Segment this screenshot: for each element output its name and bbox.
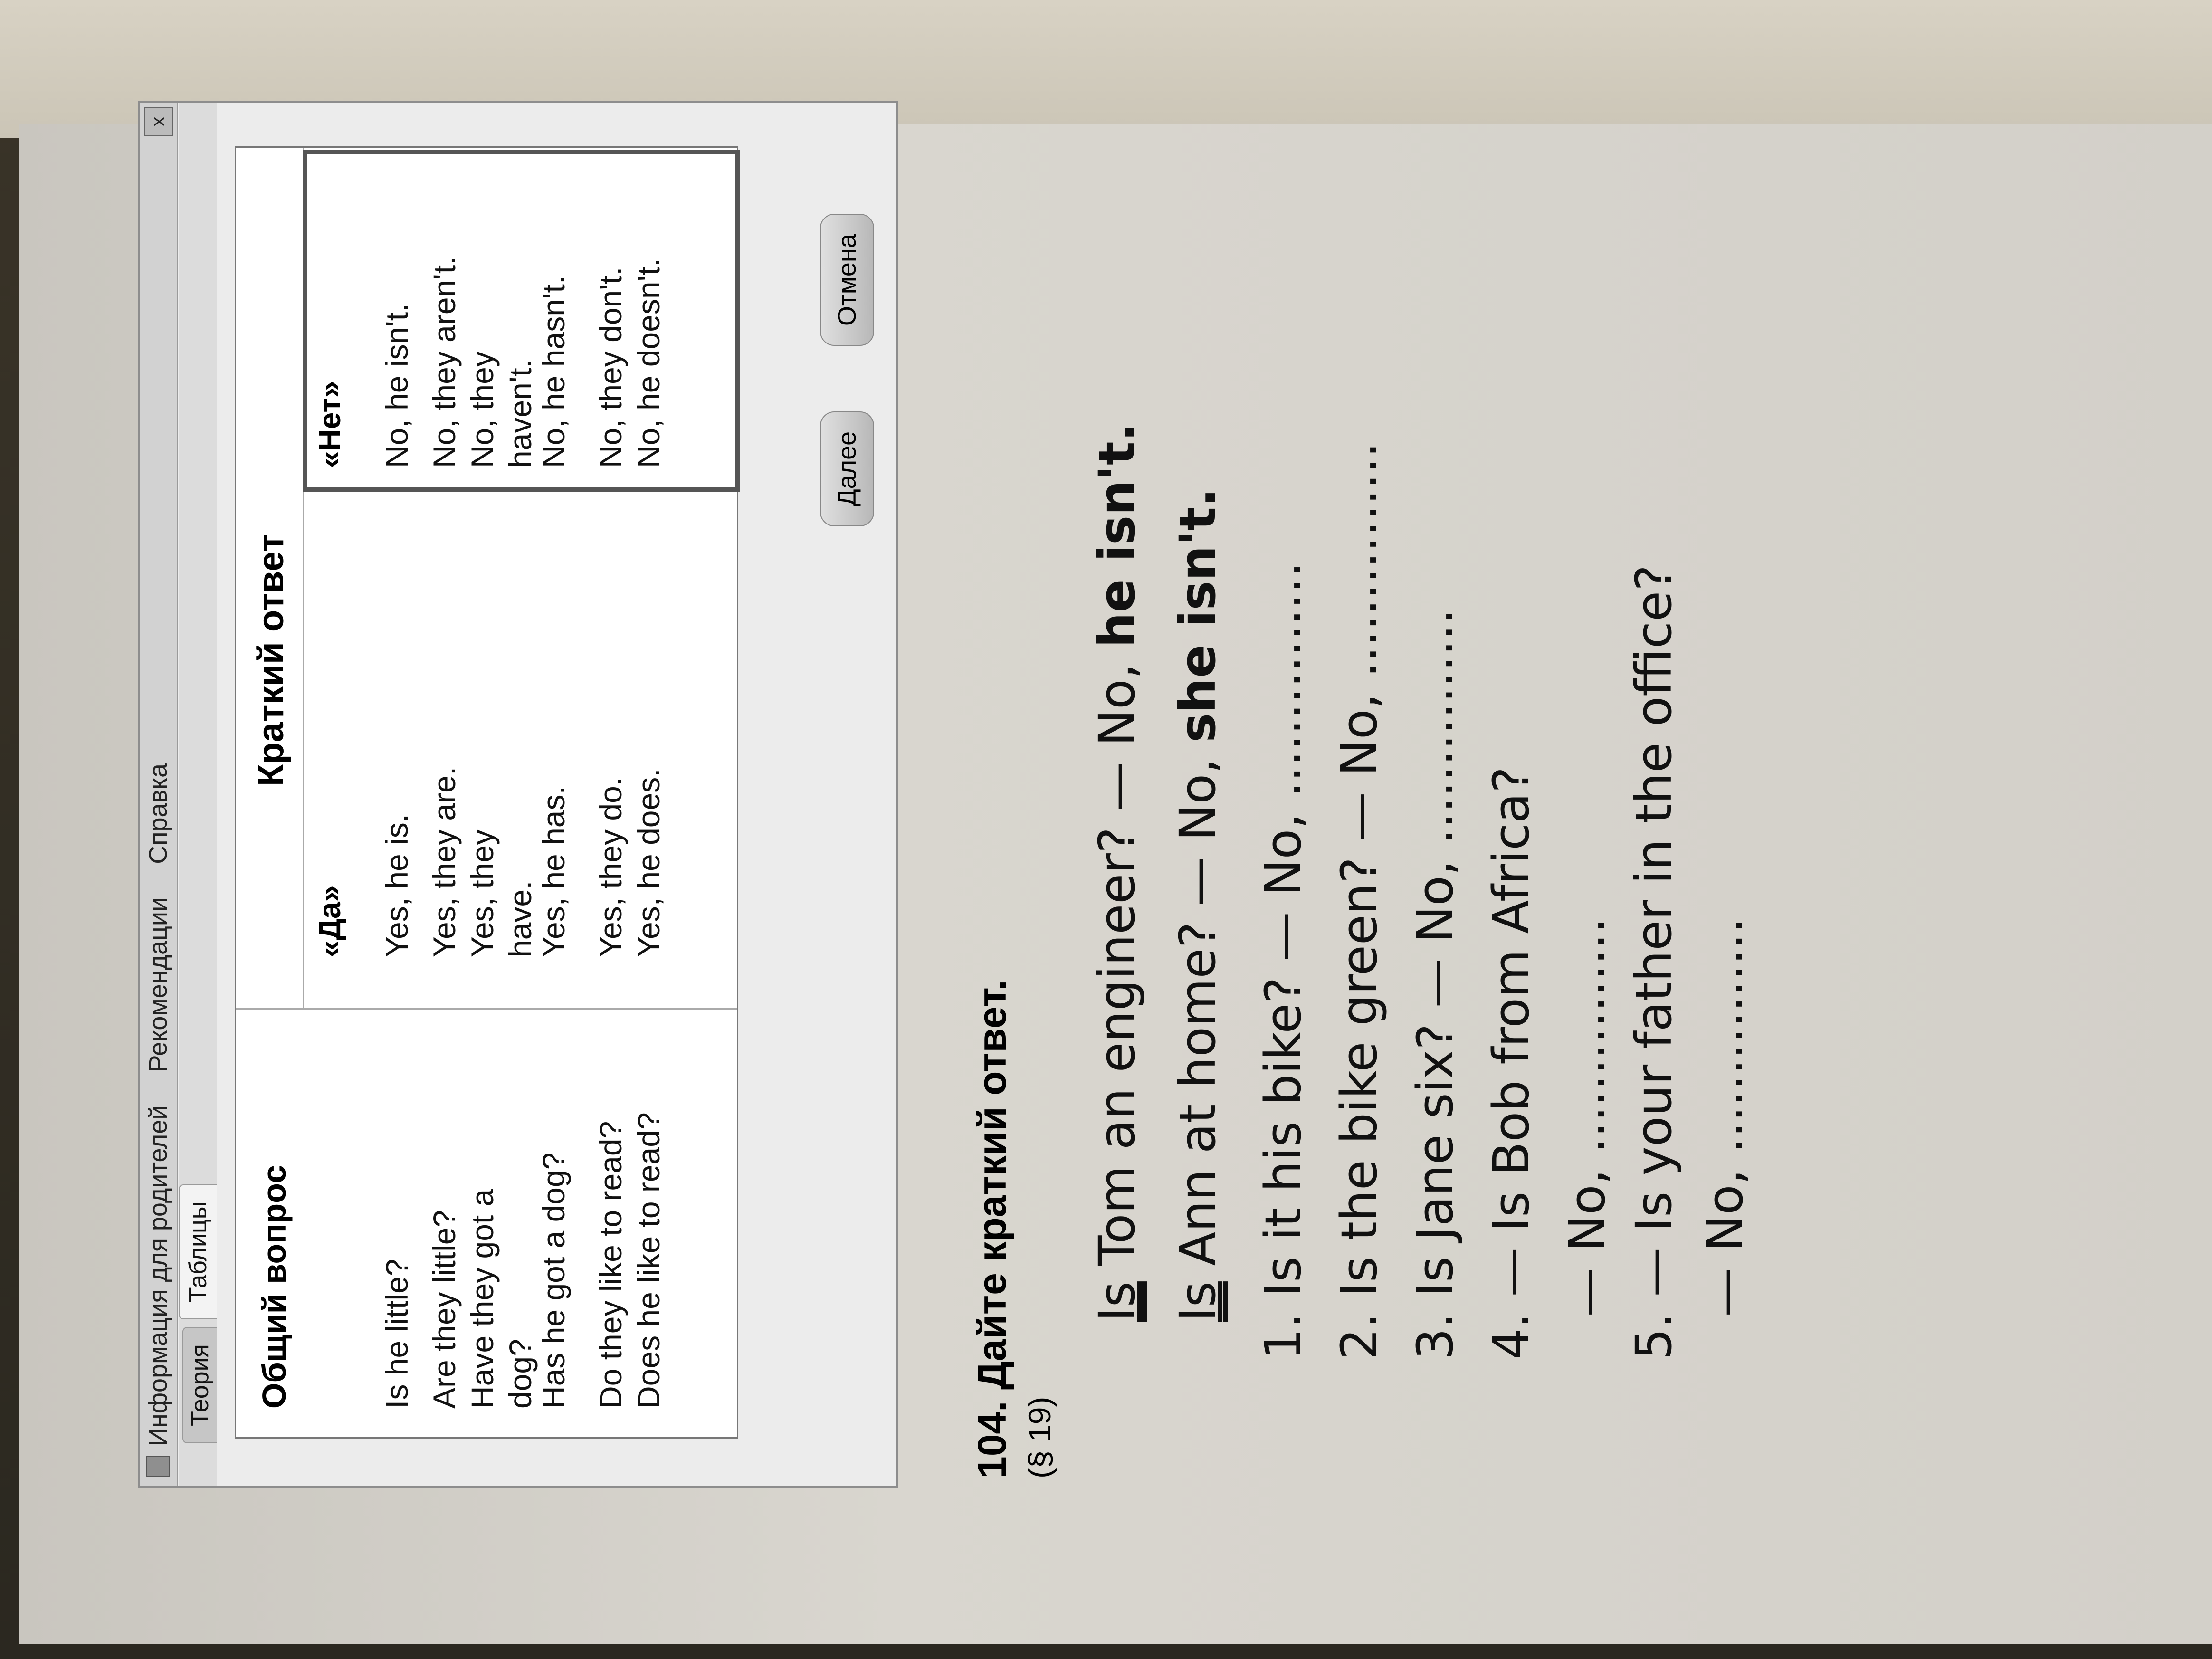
exercise-item: 2. Is the bike green? — No, ............... <box>1330 442 1388 1360</box>
menu-bar <box>140 103 178 1486</box>
exercise-item: 1. Is it his bike? — No, ............... <box>1254 562 1312 1360</box>
short-answer-header: Краткий ответ <box>251 534 291 786</box>
no-answer: haven't. <box>503 359 538 468</box>
example-line <box>1169 488 1227 1322</box>
general-question-header: Общий вопрос <box>256 1165 293 1409</box>
exercise-item: — No, ............... <box>1696 917 1754 1317</box>
exercise-reference: (§ 19) <box>1022 1396 1057 1478</box>
yes-answer: Yes, they are. <box>427 766 462 957</box>
no-answer: No, they don't. <box>593 267 628 468</box>
question-row: Are they little? <box>427 1210 462 1409</box>
no-answer: No, he hasn't. <box>536 275 571 468</box>
tab-bar <box>179 103 217 1486</box>
exercise-item: 3. Is Jane six? — No, ............... <box>1406 609 1464 1360</box>
question-row: Have they got a <box>465 1189 500 1409</box>
cancel-button[interactable]: Отмена <box>820 214 874 346</box>
yes-answer: Yes, they <box>465 829 500 957</box>
no-answer: No, he doesn't. <box>631 258 666 468</box>
example-verb: Is <box>1169 1281 1227 1322</box>
question-row: Do they like to read? <box>593 1121 628 1409</box>
general-question-column <box>236 1008 737 1437</box>
tab-theory[interactable]: Теория <box>182 1327 217 1443</box>
close-icon[interactable]: x <box>144 107 173 136</box>
no-answer: No, he isn't. <box>379 303 414 468</box>
exercise-item: — No, ............... <box>1558 917 1616 1317</box>
menu-help[interactable]: Справка <box>144 763 172 864</box>
example-line <box>1088 423 1146 1322</box>
tab-tables[interactable]: Таблицы <box>179 1184 217 1319</box>
question-row: dog? <box>503 1339 538 1409</box>
yes-answer: Yes, he does. <box>631 768 666 957</box>
example-answer: she isn't. <box>1169 488 1227 743</box>
short-answer-column <box>236 148 737 1010</box>
yes-answer: Yes, he is. <box>379 813 414 957</box>
no-answer: No, they <box>465 351 500 468</box>
menu-parents-info[interactable]: Информация для родителей <box>144 1105 172 1446</box>
question-row: Has he got a dog? <box>536 1152 571 1409</box>
example-answer: he isn't. <box>1088 422 1146 648</box>
app-window <box>138 101 898 1488</box>
app-icon <box>146 1456 170 1477</box>
question-row: Does he like to read? <box>631 1112 666 1409</box>
exercise-item: 5. — Is your father in the office? <box>1625 564 1683 1360</box>
next-button[interactable]: Далее <box>820 411 874 526</box>
grammar-table <box>235 146 738 1439</box>
example-text: Tom an engineer? — No, <box>1088 648 1146 1282</box>
example-verb: Is <box>1088 1281 1146 1322</box>
menu-recommendations[interactable]: Рекомендации <box>144 897 172 1072</box>
yes-header: «Да» <box>313 885 347 957</box>
no-answer: No, they aren't. <box>427 256 462 468</box>
question-row: Is he little? <box>379 1259 414 1409</box>
example-text: Ann at home? — No, <box>1169 742 1227 1282</box>
exercise-item: 4. — Is Bob from Africa? <box>1482 766 1540 1360</box>
exercise-title: 104. Дайте краткий ответ. <box>970 980 1014 1478</box>
no-header: «Нет» <box>313 381 347 468</box>
yes-answer: Yes, they do. <box>593 777 628 957</box>
dialog-buttons <box>820 103 877 1486</box>
yes-answer: have. <box>503 880 538 957</box>
yes-answer: Yes, he has. <box>536 786 571 957</box>
